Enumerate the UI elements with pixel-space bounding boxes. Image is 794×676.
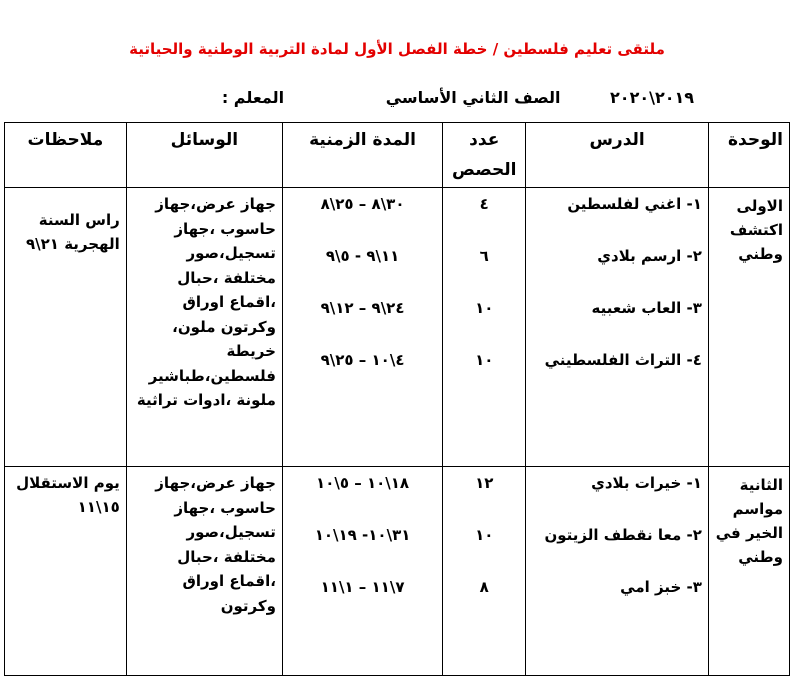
count-item: ٤ bbox=[479, 195, 489, 213]
teacher-label: المعلم : bbox=[221, 88, 285, 107]
lessons-cell bbox=[526, 467, 709, 676]
lesson-item: ١- خيرات بلادي bbox=[591, 474, 702, 492]
header-info bbox=[222, 88, 694, 107]
col-header-duration: المدة الزمنية bbox=[282, 123, 442, 188]
counts-cell bbox=[443, 467, 526, 676]
count-item: ١٢ bbox=[475, 474, 494, 492]
table-row bbox=[5, 188, 790, 467]
duration-item: ٣١\١٠- ١٩\١٠ bbox=[314, 526, 411, 544]
count-item: ١٠ bbox=[475, 299, 494, 317]
grade-label: الصف الثاني الأساسي bbox=[385, 88, 561, 107]
table-row bbox=[5, 467, 790, 676]
count-item: ٦ bbox=[479, 247, 489, 265]
col-header-unit: الوحدة bbox=[708, 123, 789, 188]
lesson-item: ٤- التراث الفلسطيني bbox=[544, 351, 702, 369]
duration-item: ٣٠\٨ – ٢٥\٨ bbox=[320, 195, 405, 213]
plan-table bbox=[4, 122, 790, 676]
col-header-tools: الوسائل bbox=[126, 123, 282, 188]
notes-cell: راس السنة الهجرية ٢١\٩ bbox=[5, 188, 127, 467]
duration-item: ٧\١١ – ١\١١ bbox=[320, 578, 405, 596]
lessons-cell bbox=[526, 188, 709, 467]
durations-cell bbox=[282, 188, 442, 467]
tools-cell: جهاز عرض،جهاز حاسوب ،جهاز تسجيل،صور مختلفة ،حبال ،اقماع اوراق وكرتون bbox=[126, 467, 282, 676]
col-header-count: عدد الحصص bbox=[443, 123, 526, 188]
tools-cell: جهاز عرض،جهاز حاسوب ،جهاز تسجيل،صور مختلفة ،حبال ،اقماع اوراق وكرتون ملون، خريطة فلسطين،طباشير ملونة ،ادوات تراثية bbox=[126, 188, 282, 467]
page-title: ملتقى تعليم فلسطين / خطة الفصل الأول لمادة التربية الوطنية والحياتية bbox=[129, 40, 665, 58]
duration-item: ٢٤\٩ – ١٢\٩ bbox=[320, 299, 405, 317]
lesson-item: ١- اغني لفلسطين bbox=[567, 195, 702, 213]
lesson-item: ٢- ارسم بلادي bbox=[597, 247, 702, 265]
duration-item: ١١\٩ - ٥\٩ bbox=[325, 247, 400, 265]
lesson-item: ٢- معا نقطف الزيتون bbox=[544, 526, 702, 544]
duration-item: ١٨\١٠ – ٥\١٠ bbox=[316, 474, 410, 492]
unit-cell: الثانية مواسم الخير في وطني bbox=[708, 467, 789, 676]
col-header-lesson: الدرس bbox=[526, 123, 709, 188]
counts-cell bbox=[443, 188, 526, 467]
table-header-row bbox=[5, 123, 790, 188]
lesson-item: ٣- العاب شعبيه bbox=[591, 299, 702, 317]
duration-item: ٤\١٠ – ٢٥\٩ bbox=[320, 351, 405, 369]
lesson-item: ٣- خبز امي bbox=[620, 578, 702, 596]
school-year: ٢٠١٩\٢٠٢٠ bbox=[610, 88, 694, 107]
col-header-notes: ملاحظات bbox=[5, 123, 127, 188]
count-item: ٨ bbox=[479, 578, 489, 596]
notes-cell: يوم الاستقلال ١٥\١١ bbox=[5, 467, 127, 676]
durations-cell bbox=[282, 467, 442, 676]
count-item: ١٠ bbox=[475, 351, 494, 369]
unit-cell: الاولى اكتشف وطني bbox=[708, 188, 789, 467]
count-item: ١٠ bbox=[475, 526, 494, 544]
